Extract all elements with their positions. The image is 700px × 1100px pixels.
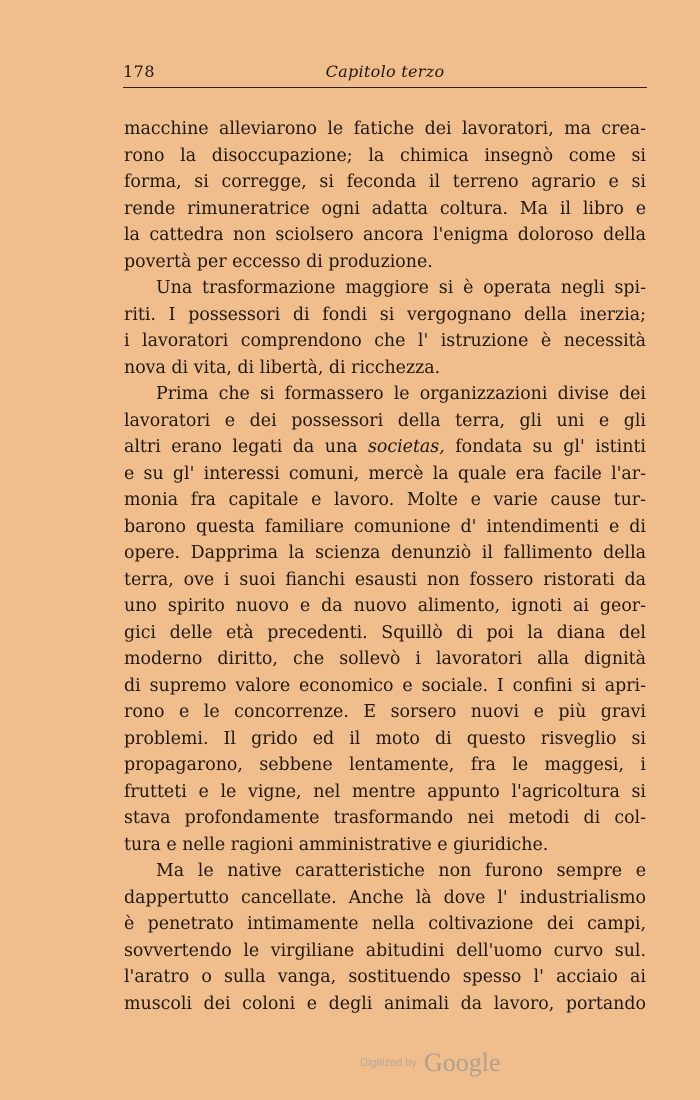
page-number: 178 <box>123 62 156 81</box>
running-header <box>123 62 647 84</box>
text-line: sovvertendo le virgiliane abitudini dell'uomo curvo sul. <box>124 940 646 961</box>
text-line: lavoratori e dei possessori della terra, gli uni e gli <box>124 410 646 431</box>
text-line: rono e le concorrenze. E sorsero nuovi e più gravi <box>124 702 646 722</box>
watermark-caption: Digitized by <box>360 1057 417 1069</box>
text-line: è penetrato intimamente nella coltivazione dei campi, <box>124 914 646 934</box>
text-line: moderno diritto, che sollevò i lavoratori alla dignità <box>124 649 646 669</box>
text-line: muscoli dei coloni e degli animali da lavoro, portando <box>124 993 646 1014</box>
text-line: macchine alleviarono le fatiche dei lavoratori, ma crea- <box>124 119 646 139</box>
chapter-title: Capitolo terzo <box>325 62 445 81</box>
text-line: l'aratro o sulla vanga, sostituendo spesso l' acciaio ai <box>124 967 646 987</box>
text-line: i lavoratori comprendono che l' istruzione è necessità <box>124 331 646 351</box>
text-line: gici delle età precedenti. Squillò di poi la diana del <box>124 622 646 643</box>
body-text <box>124 116 646 1017</box>
text-line <box>124 434 646 461</box>
text-line: Ma le native caratteristiche non furono sempre e <box>156 861 646 881</box>
text-line: monia fra capitale e lavoro. Molte e varie cause tur- <box>124 490 646 510</box>
text-line: barono questa familiare comunione d' intendimenti e di <box>124 516 646 537</box>
text-line: frutteti e le vigne, nel mentre appunto l'agricoltura si <box>124 781 646 802</box>
text-line: nova di vita, di libertà, di ricchezza. <box>124 357 441 378</box>
text-line: opere. Dapprima la scienza denunziò il fallimento della <box>124 543 646 563</box>
text-line: tura e nelle ragioni amministrative e giuridiche. <box>124 834 549 855</box>
watermark-logo: Google <box>423 1048 501 1077</box>
text-line: riti. I possessori di fondi si vergognano della inerzia; <box>124 304 646 325</box>
text-line: e su gl' interessi comuni, mercè la quale era facile l'ar- <box>124 463 646 484</box>
text-line: forma, si corregge, si feconda il terreno agrario e si <box>124 172 646 192</box>
text-line: di supremo valore economico e sociale. I confini si apri- <box>124 675 646 696</box>
text-line: propagarono, sebbene lentamente, fra le maggesi, i <box>124 755 646 775</box>
text-line: Una trasformazione maggiore si è operata negli spi- <box>156 278 646 298</box>
text-line: Prima che si formassero le organizzazioni divise dei <box>156 384 646 404</box>
text-line: stava profondamente trasformando nei metodi di col- <box>124 808 646 828</box>
text-line: problemi. Il grido ed il moto di questo risveglio si <box>124 728 646 749</box>
text-line: povertà per eccesso di produzione. <box>124 251 433 272</box>
text-line: la cattedra non sciolsero ancora l'enigma doloroso della <box>124 225 646 245</box>
header-rule <box>123 87 647 88</box>
italic-term: societas, <box>367 437 445 457</box>
text-fragment: altri erano legati da una <box>124 437 358 457</box>
text-fragment: fondata su gl' istinti <box>455 437 646 457</box>
text-line: rono la disoccupazione; la chimica insegnò come si <box>124 145 646 166</box>
text-line: uno spirito nuovo e da nuovo alimento, ignoti ai geor- <box>124 596 646 616</box>
text-line: terra, ove i suoi fianchi esausti non fossero ristorati da <box>124 569 646 590</box>
digitized-watermark <box>360 1048 501 1078</box>
text-line: dappertutto cancellate. Anche là dove l' industrialismo <box>124 887 646 908</box>
text-line: rende rimuneratrice ogni adatta coltura. Ma il libro e <box>124 198 646 219</box>
